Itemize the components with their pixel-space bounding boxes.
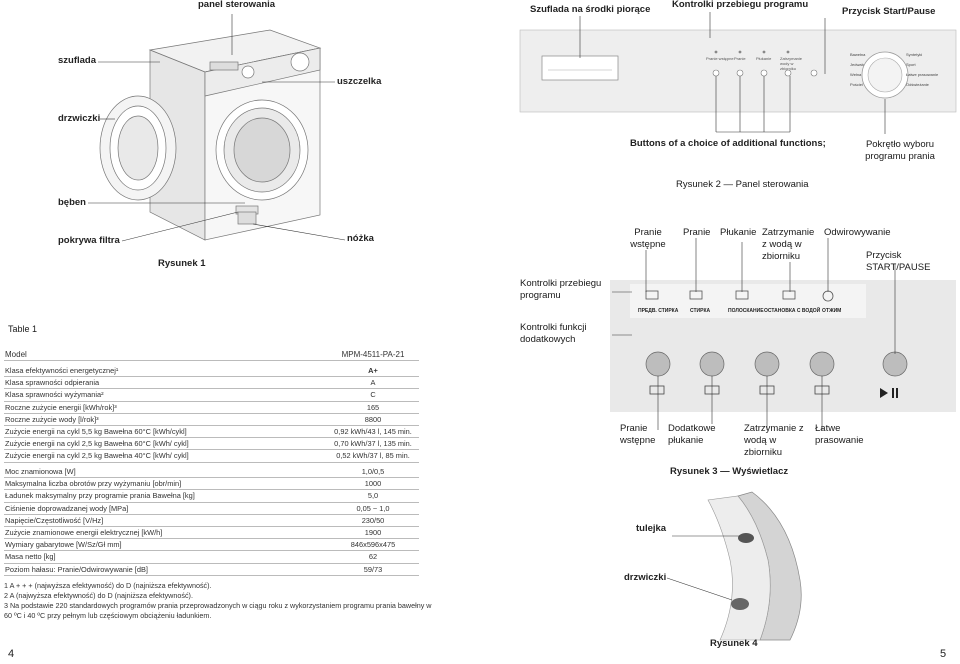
- row-value: 8800: [327, 413, 419, 425]
- row-label: Zużycie energii na cykl 2,5 kg Bawełna 60°C [kWh/ cykl]: [4, 438, 327, 450]
- row-label: Roczne zużycie energii [kWh/rok]³: [4, 401, 327, 413]
- label-pokretlo: Pokrętło wyboru programu prania: [865, 139, 935, 162]
- caption-rysunek-2: Rysunek 2 — Panel sterowania: [676, 179, 809, 190]
- row-value: 0,52 kWh/37 l, 85 min.: [327, 450, 419, 462]
- washing-machine-drawing: [100, 30, 320, 240]
- label-pranie-wstepne-top: Pranie wstępne: [630, 227, 666, 250]
- table-row: [4, 478, 419, 490]
- dial-label: Pościel: [850, 82, 863, 87]
- caption-rysunek-4: Rysunek 4: [710, 638, 758, 649]
- table-row: [4, 377, 419, 389]
- label-dodatkowe-plukanie: Dodatkowe płukanie: [668, 423, 716, 446]
- footnote: 2 A (najwyższa efektywność) do D (najniższa efektywność).: [4, 591, 193, 600]
- label-pranie-wstepne-bottom: Pranie wstępne: [620, 423, 656, 446]
- row-label: Maksymalna liczba obrotów przy wyżymaniu [obr/min]: [4, 478, 327, 490]
- label-tulejka: tulejka: [636, 523, 667, 534]
- row-value: 1000: [327, 478, 419, 490]
- row-value: C: [327, 389, 419, 401]
- label-buttons-functions: Buttons of a choice of additional functions;: [630, 138, 826, 149]
- dial-label: Odświeżanie: [906, 82, 929, 87]
- table-row: [4, 563, 419, 575]
- spec-table-header: [4, 349, 419, 361]
- table-row: [4, 490, 419, 502]
- dial-label: Jedwab: [850, 62, 864, 67]
- row-label: Napięcie/Częstotliwość [V/Hz]: [4, 514, 327, 526]
- table-row: [4, 413, 419, 425]
- label-zatrzymanie-top: Zatrzymanie z wodą w zbiorniku: [762, 227, 815, 262]
- display-text: ПОЛОСКАНИЕ: [728, 308, 764, 314]
- mini-label: Pranie: [734, 56, 746, 61]
- dial-label: Łatwe prasowanie: [906, 72, 939, 77]
- row-value: 62: [327, 551, 419, 563]
- dial-label: Sport: [906, 62, 916, 67]
- label-odwirowywanie-top: Odwirowywanie: [824, 227, 891, 238]
- row-label: Roczne zużycie wody [l/rok]³: [4, 413, 327, 425]
- row-label: Klasa sprawności wyżymania²: [4, 389, 327, 401]
- table-row: [4, 466, 419, 478]
- footnote: 1 A + + + (najwyższa efektywność) do D (najniższa efektywność).: [4, 581, 212, 590]
- caption-rysunek-1: Rysunek 1: [158, 258, 206, 269]
- label-latwe-prasowanie: Łatwe prasowanie: [815, 423, 864, 446]
- label-pokrywa-filtra: pokrywa filtra: [58, 235, 120, 246]
- dial-right-labels: [906, 50, 938, 90]
- footnote: 3 Na podstawie 220 standardowych programów prania przeprowadzonych w ciągu roku z wykorzystaniem programu prania bawełny w 60 ºC i 40 ºC przy pełnym lub częściowym obciążeniu ładunkiem.: [4, 601, 432, 620]
- row-label: Masa netto [kg]: [4, 551, 327, 563]
- page-number-right: 5: [940, 648, 947, 660]
- mini-label: Zatrzymanie wody w zbiorniku: [780, 56, 803, 71]
- label-uszczelka: uszczelka: [337, 76, 382, 87]
- label-beben: bęben: [58, 197, 86, 208]
- label-pranie-top: Pranie: [683, 227, 711, 238]
- row-value: A+: [327, 365, 419, 377]
- dial-left-labels: [850, 50, 865, 90]
- label-kontrolki-przebiegu: Kontrolki przebiegu programu: [520, 278, 602, 301]
- spec-table-1: [4, 365, 419, 463]
- mini-label: Płukanie: [756, 56, 772, 61]
- caption-rysunek-3: Rysunek 3 — Wyświetlacz: [670, 466, 789, 477]
- row-label: Zużycie energii na cykl 5,5 kg Bawełna 60°C [kWh/cykl]: [4, 425, 327, 437]
- table-title: Table 1: [8, 324, 38, 334]
- table-row: [4, 425, 419, 437]
- row-value: 0,05 ~ 1,0: [327, 502, 419, 514]
- row-label: Zużycie znamionowe energii elektrycznej [kW/h]: [4, 526, 327, 538]
- table-row: [4, 450, 419, 462]
- label-drzwiczki: drzwiczki: [58, 113, 101, 124]
- label-start-pause-fig3: Przycisk START/PAUSE: [866, 250, 931, 273]
- table-row: [4, 514, 419, 526]
- row-label: Klasa efektywności energetycznej¹: [4, 365, 327, 377]
- row-label: Moc znamionowa [W]: [4, 466, 327, 478]
- table-row: [4, 365, 419, 377]
- row-value: 0,70 kWh/37 l, 135 min.: [327, 438, 419, 450]
- label-szuflada-pioraca: Szuflada na środki piorące: [530, 4, 651, 15]
- table-row: [4, 401, 419, 413]
- row-value: 230/50: [327, 514, 419, 526]
- table-row: [4, 502, 419, 514]
- control-panel-drawing: [520, 30, 956, 112]
- row-value: A: [327, 377, 419, 389]
- dial-label: Wełna: [850, 72, 862, 77]
- dial-label: Bawełna: [850, 52, 866, 57]
- row-value: 1900: [327, 526, 419, 538]
- row-label: Ładunek maksymalny przy programie prania Bawełna [kg]: [4, 490, 327, 502]
- table-row: [4, 438, 419, 450]
- row-label: Wymiary gabarytowe [W/Sz/Gł mm]: [4, 539, 327, 551]
- row-value: 846x596x475: [327, 539, 419, 551]
- label-plukanie-top: Płukanie: [720, 227, 757, 238]
- label-drzwiczki-fig4: drzwiczki: [624, 572, 667, 583]
- table-row: [4, 349, 419, 361]
- row-value: 5,0: [327, 490, 419, 502]
- label-panel-sterowania: panel sterowania: [198, 0, 276, 10]
- row-label: Zużycie energii na cykl 2,5 kg Bawełna 40°C [kWh/ cykl]: [4, 450, 327, 462]
- row-value: 1,0/0,5: [327, 466, 419, 478]
- row-label: Poziom hałasu: Pranie/Odwirowywanie [dB]: [4, 563, 327, 575]
- display-text: ОТЖИМ: [822, 308, 842, 314]
- display-text: СТИРКА: [690, 308, 711, 314]
- door-gasket-drawing: [708, 492, 801, 640]
- footnotes: [4, 581, 434, 621]
- row-value: 0,92 kWh/43 l, 145 min.: [327, 425, 419, 437]
- page-number-left: 4: [8, 648, 15, 660]
- label-przycisk-start-pause: Przycisk Start/Pause: [842, 6, 936, 17]
- table-row: [4, 526, 419, 538]
- label-szuflada: szuflada: [58, 55, 97, 66]
- header-value: MPM-4511-PA-21: [327, 349, 419, 361]
- table-row: [4, 551, 419, 563]
- display-panel-drawing: [610, 280, 956, 412]
- row-label: Klasa sprawności odpierania: [4, 377, 327, 389]
- table-row: [4, 539, 419, 551]
- label-kontrolki-funkcji: Kontrolki funkcji dodatkowych: [520, 322, 587, 345]
- spec-table-2: [4, 466, 419, 576]
- row-label: Ciśnienie doprowadzanej wody [MPa]: [4, 502, 327, 514]
- row-value: 165: [327, 401, 419, 413]
- display-text: ПРЕДВ. СТИРКА: [638, 308, 679, 314]
- label-nozka: nóżka: [347, 233, 374, 244]
- mini-label: Pranie wstępne: [706, 56, 734, 61]
- row-value: 59/73: [327, 563, 419, 575]
- label-zatrzymanie-bottom: Zatrzymanie z wodą w zbiorniku: [744, 423, 804, 458]
- label-kontrolki-programu: Kontrolki przebiegu programu: [672, 0, 809, 10]
- table-row: [4, 389, 419, 401]
- dial-label: Syntetyki: [906, 52, 923, 57]
- display-text: ОСТАНОВКА С ВОДОЙ: [764, 308, 821, 314]
- header-label: Model: [4, 349, 327, 361]
